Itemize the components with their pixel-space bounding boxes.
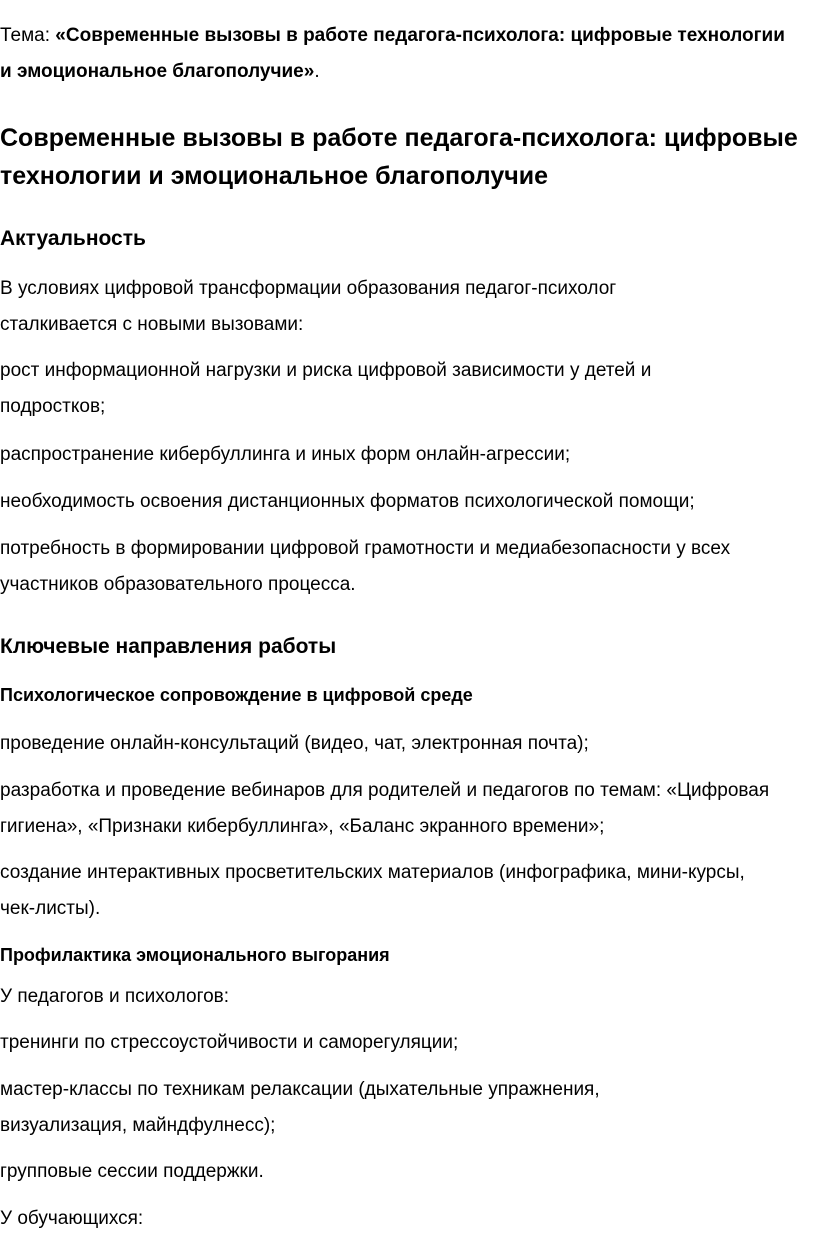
burnout-teachers-intro: У педагогов и психологов: <box>0 986 230 1007</box>
heading-directions: Ключевые направления работы <box>0 635 337 658</box>
document-title: Современные вызовы в работе педагога-психолога: цифровые технологии и эмоциональное благополучие <box>0 124 798 190</box>
heading-relevance: Актуальность <box>0 227 146 250</box>
relevance-item-2: распространение кибербуллинга и иных форм онлайн-агрессии; <box>0 444 571 465</box>
burnout-teachers-item-1: тренинги по стрессоустойчивости и саморегуляции; <box>0 1032 459 1053</box>
topic-title: «Современные вызовы в работе педагога-психолога: цифровые технологии и эмоциональное благополучие» <box>0 25 785 82</box>
topic-line <box>0 18 800 90</box>
support-item-3: создание интерактивных просветительских материалов (инфографика, мини-курсы, чек-листы). <box>0 862 745 919</box>
relevance-item-4: потребность в формировании цифровой грамотности и медиабезопасности у всех участников образовательного процесса. <box>0 538 731 595</box>
relevance-intro: В условиях цифровой трансформации образования педагог-психолог сталкивается с новыми вызовами: <box>0 278 617 335</box>
topic-label: Тема: <box>0 25 56 46</box>
support-item-1: проведение онлайн-консультаций (видео, чат, электронная почта); <box>0 733 589 754</box>
heading-burnout-prevention: Профилактика эмоционального выгорания <box>0 945 390 965</box>
topic-end: . <box>314 61 320 82</box>
relevance-item-3: необходимость освоения дистанционных форматов психологической помощи; <box>0 491 695 512</box>
relevance-item-1: рост информационной нагрузки и риска цифровой зависимости у детей и подростков; <box>0 360 652 417</box>
burnout-teachers-item-3: групповые сессии поддержки. <box>0 1161 264 1182</box>
burnout-teachers-item-2: мастер-классы по техникам релаксации (дыхательные упражнения, визуализация, майндфулнесс); <box>0 1079 600 1136</box>
burnout-students-intro: У обучающихся: <box>0 1208 144 1229</box>
heading-digital-support: Психологическое сопровождение в цифровой среде <box>0 685 473 705</box>
support-item-2: разработка и проведение вебинаров для родителей и педагогов по темам: «Цифровая гигиена», «Признаки кибербуллинга», «Баланс экранного времени»; <box>0 780 770 837</box>
